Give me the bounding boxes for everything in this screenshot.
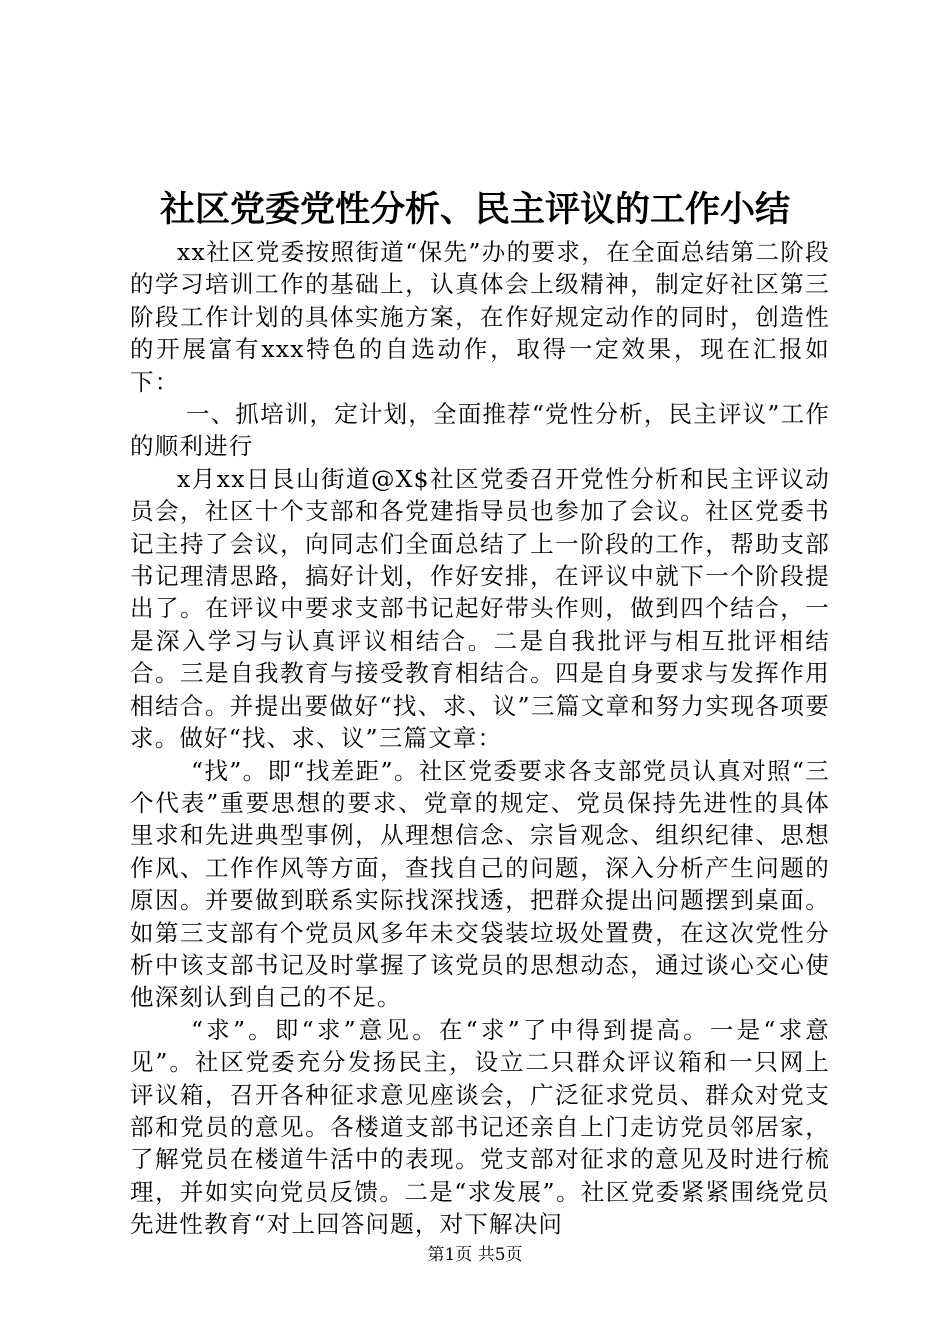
paragraph-section-heading: 一、抓培训，定计划，全面推荐“党性分析，民主评议”工作的顺利进行 xyxy=(130,400,830,461)
paragraph-zhao: “找”。即“找差距”。社区党委要求各支部党员认真对照“三个代表”重要思想的要求、党章的规定、党员保持先进性的具体里求和先进典型事例，从理想信念、宗旨观念、组织纪律、思想作风、工作作风等方面，查找自己的问题，深入分析产生问题的原因。并要做到联系实际找深找透，把群众提出问题摆到桌面。如第三支部有个党员风多年未交袋装垃圾处置费，在这次党性分析中该支部书记及时掌握了该党员的思想动态，通过谈心交心使他深刻认到自己的不足。 xyxy=(130,756,830,1012)
paragraph-meeting: x月xx日艮山街道@X$社区党委召开党性分析和民主评议动员会，社区十个支部和各党建指导员也参加了会议。社区党委书记主持了会议，向同志们全面总结了上一阶段的工作，帮助支部书记理清思路，搞好计划，作好安排，在评议中就下一个阶段提出了。在评议中要求支部书记起好带头作则，做到四个结合，一是深入学习与认真评议相结合。二是自我批评与相互批评相结合。三是自我教育与接受教育相结合。四是自身要求与发挥作用相结合。并提出要做好“找、求、议”三篇文章和努力实现各项要求。做好“找、求、议”三篇文章： xyxy=(130,464,830,753)
document-title: 社区党委党性分析、民主评议的工作小结 xyxy=(159,189,790,230)
document-body xyxy=(130,236,830,1241)
paragraph-intro: xx社区党委按照街道“保先”办的要求，在全面总结第二阶段的学习培训工作的基础上，认真体会上级精神，制定好社区第三阶段工作计划的具体实施方案，在作好规定动作的同时，创造性的开展富有xxx特色的自选动作，取得一定效果，现在汇报如下： xyxy=(130,238,830,396)
page-footer: 第1页 共5页 xyxy=(427,1245,523,1265)
paragraph-qiu: “求”。即“求”意见。在“求”了中得到提高。一是“求意见”。社区党委充分发扬民主，设立二只群众评议箱和一只网上评议箱，召开各种征求意见座谈会，广泛征求党员、群众对党支部和党员的意见。各楼道支部书记还亲自上门走访党员邻居家，了解党员在楼道牛活中的表现。党支部对征求的意见及时进行梳理，并如实向党员反馈。二是“求发展”。社区党委紧紧围绕党员先进性教育“对上回答问题，对下解决问 xyxy=(130,1015,830,1239)
